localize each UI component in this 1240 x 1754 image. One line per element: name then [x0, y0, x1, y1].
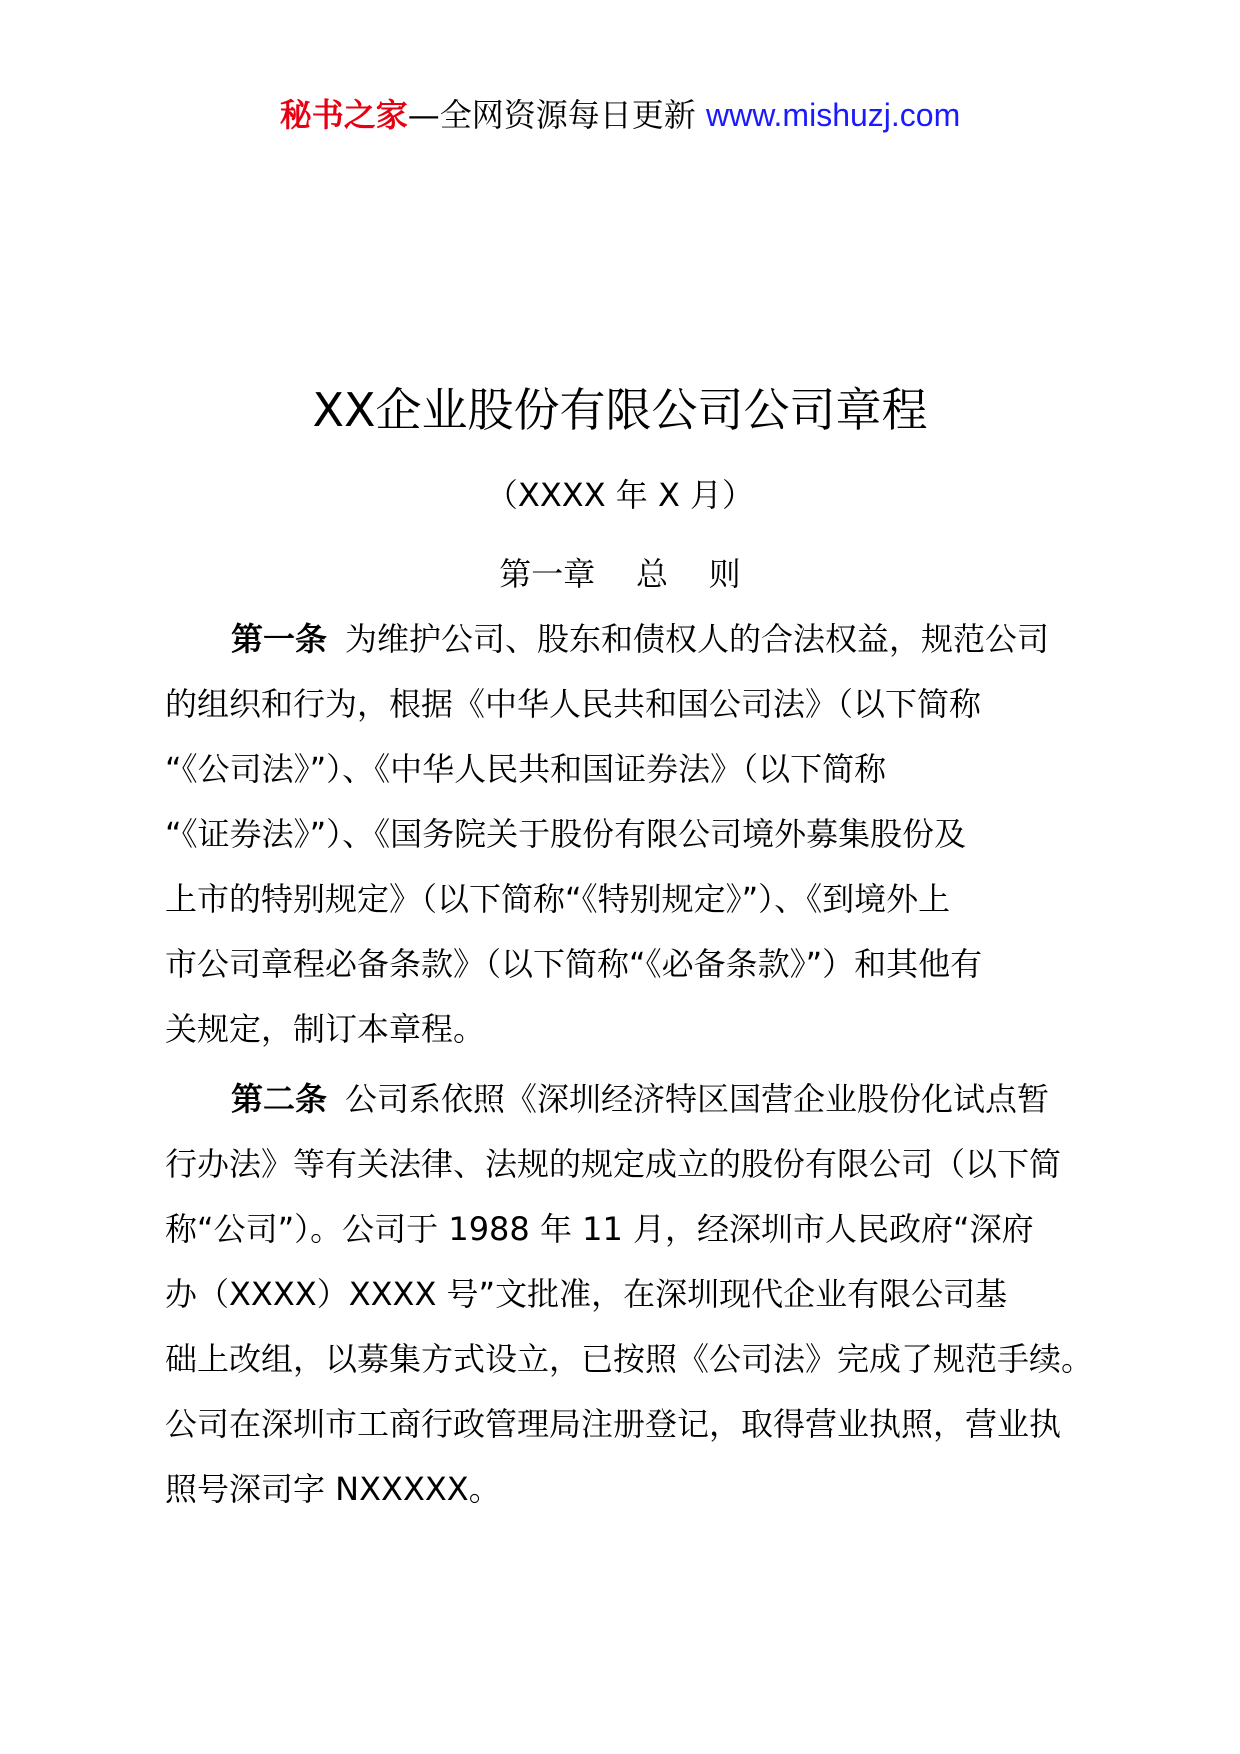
article-1-line-5: 上市的特别规定》（以下简称“《特别规定》”）、《到境外上 [165, 880, 951, 918]
article-text: 为维护公司、股东和债权人的合法权益，规范公司 [345, 620, 1050, 658]
article-2-line-6: 公司在深圳市工商行政管理局注册登记，取得营业执照，营业执 [165, 1405, 1062, 1443]
article-1-line-7: 关规定，制订本章程。 [165, 1010, 486, 1048]
chapter-heading: 第一章 总 则 [499, 555, 741, 593]
article-1-line-3: “《公司法》”）、《中华人民共和国证券法》（以下简称 [165, 750, 887, 788]
article-1 [165, 616, 1095, 1071]
site-url-link[interactable]: www.mishuzj.com [705, 97, 961, 133]
article-2-line-4: 办（XXXX）XXXX 号”文批准，在深圳现代企业有限公司基 [165, 1275, 1008, 1313]
site-tagline: —全网资源每日更新 [407, 96, 696, 134]
article-2-line-1 [165, 1076, 1095, 1141]
article-2-line-3: 称“公司”）。公司于 1988 年 11 月，经深圳市人民政府“深府 [165, 1210, 1034, 1248]
document-title: XX企业股份有限公司公司章程 [312, 383, 928, 437]
article-1-line-1 [165, 616, 1095, 681]
article-1-line-6: 市公司章程必备条款》（以下简称“《必备条款》”）和其他有 [165, 945, 983, 983]
article-text: 公司系依照《深圳经济特区国营企业股份化试点暂 [345, 1080, 1050, 1118]
article-1-line-4: “《证券法》”）、《国务院关于股份有限公司境外募集股份及 [165, 815, 967, 853]
article-1-line-2: 的组织和行为，根据《中华人民共和国公司法》（以下简称 [165, 685, 982, 723]
site-header [0, 90, 1240, 140]
article-number: 第二条 [231, 1080, 328, 1118]
article-number: 第一条 [231, 620, 328, 658]
article-2 [165, 1076, 1095, 1531]
site-brand: 秘书之家 [279, 96, 408, 134]
document-date-line: （XXXX 年 X 月） [485, 476, 755, 514]
article-2-line-7: 照号深司字 NXXXXX。 [165, 1470, 501, 1508]
article-2-line-5: 础上改组，以募集方式设立，已按照《公司法》完成了规范手续。 [165, 1340, 1094, 1378]
article-2-line-2: 行办法》等有关法律、法规的规定成立的股份有限公司（以下简 [165, 1145, 1062, 1183]
